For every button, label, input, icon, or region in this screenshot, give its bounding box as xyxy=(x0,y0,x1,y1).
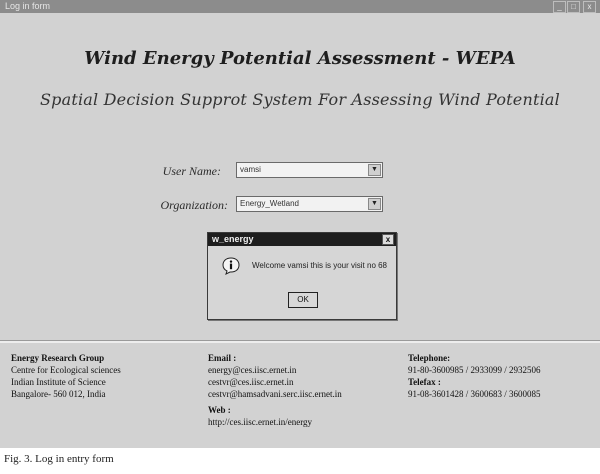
minimize-button[interactable]: _ xyxy=(553,1,566,13)
user-name-select[interactable] xyxy=(236,162,383,178)
telefax-label: Telefax : xyxy=(408,377,441,387)
email-address[interactable]: cestvr@ces.iisc.ernet.in xyxy=(208,377,294,387)
dialog-titlebar xyxy=(208,233,396,246)
dialog-title: w_energy xyxy=(212,234,254,244)
telefax-numbers: 91-08-3601428 / 3600683 / 3600085 xyxy=(408,389,541,399)
email-address[interactable]: cestvr@hamsadvani.serc.iisc.ernet.in xyxy=(208,389,342,399)
chevron-down-icon[interactable]: ▼ xyxy=(368,164,381,176)
footer-phone xyxy=(408,352,541,400)
app-title: Wind Energy Potential Assessment - WEPA xyxy=(84,48,516,69)
ok-button[interactable]: OK xyxy=(288,292,318,308)
footer-organization xyxy=(11,352,121,400)
telephone-label: Telephone: xyxy=(408,353,451,363)
telephone-numbers: 91-80-3600985 / 2933099 / 2932506 xyxy=(408,365,541,375)
user-name-value: vamsi xyxy=(240,165,261,174)
organization-value: Energy_Wetland xyxy=(240,199,299,208)
info-icon xyxy=(222,257,240,275)
email-label: Email : xyxy=(208,353,237,363)
window-titlebar xyxy=(0,0,600,13)
dialog-message: Welcome vamsi this is your visit no 68 xyxy=(252,261,388,270)
figure-caption: Fig. 3. Log in entry form xyxy=(4,453,114,465)
footer-org-line: Bangalore- 560 012, India xyxy=(11,389,106,399)
window-title: Log in form xyxy=(5,1,51,11)
email-address[interactable]: energy@ces.iisc.ernet.in xyxy=(208,365,297,375)
web-label: Web : xyxy=(208,405,231,415)
maximize-button[interactable]: □ xyxy=(567,1,580,13)
footer-contact xyxy=(208,352,342,428)
close-window-button[interactable]: x xyxy=(583,1,596,13)
footer-divider xyxy=(0,340,600,343)
welcome-dialog xyxy=(207,232,397,320)
footer-org-line: Energy Research Group xyxy=(11,353,105,363)
footer-org-line: Indian Institute of Science xyxy=(11,377,106,387)
chevron-down-icon[interactable]: ▼ xyxy=(368,198,381,210)
web-link[interactable]: http://ces.iisc.ernet.in/energy xyxy=(208,417,313,427)
organization-select[interactable] xyxy=(236,196,383,212)
app-subtitle: Spatial Decision Supprot System For Assessing Wind Potential xyxy=(40,90,560,109)
footer-org-line: Centre for Ecological sciences xyxy=(11,365,121,375)
organization-label: Organization: xyxy=(160,198,228,212)
dialog-close-button[interactable]: x xyxy=(382,234,394,245)
user-name-label: User Name: xyxy=(162,164,221,178)
